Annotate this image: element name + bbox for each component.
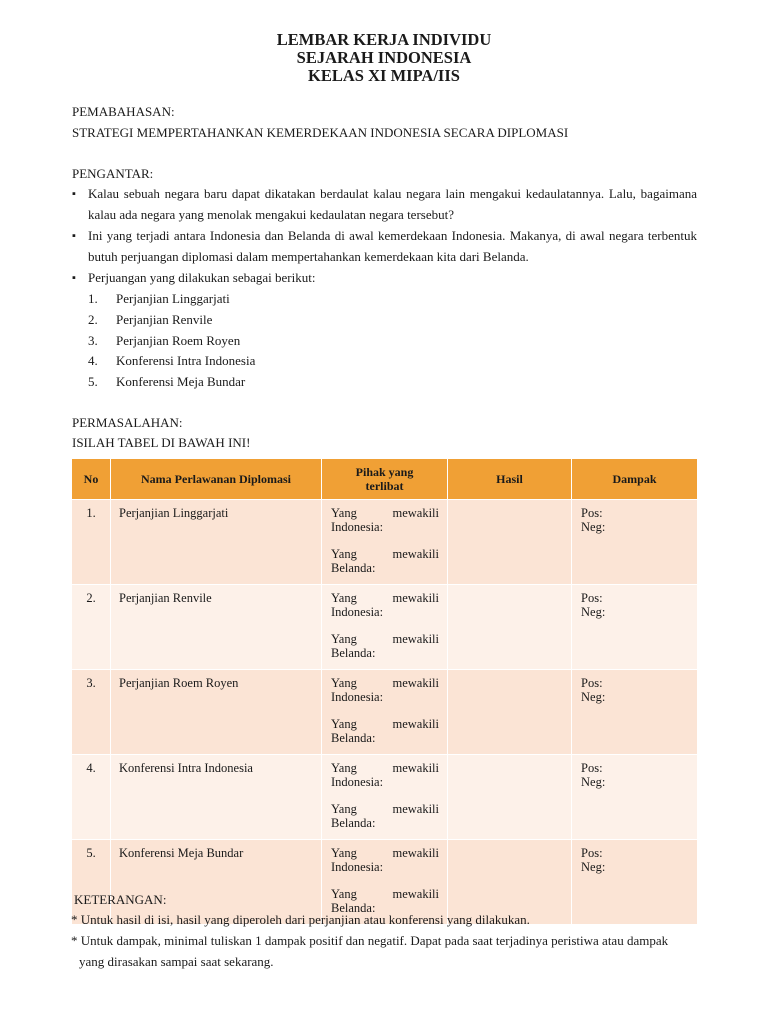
header-pihak-line2: terlibat (365, 479, 404, 493)
pihak-indonesia-field: Indonesia: (331, 519, 384, 534)
table-row (72, 500, 698, 585)
permasalahan-label: PERMASALAHAN: (72, 415, 183, 430)
cell-pihak[interactable] (322, 670, 448, 755)
pihak-belanda-field: Belanda: (331, 560, 376, 575)
pihak-indonesia-label: Yang mewakili (331, 591, 439, 605)
list-item: Perjanjian Roem Royen (116, 333, 241, 348)
pihak-belanda-label: Yang mewakili (331, 547, 439, 561)
bullet-icon: ▪ (72, 230, 76, 242)
list-item: Konferensi Meja Bundar (116, 374, 246, 389)
pihak-indonesia-field: Indonesia: (331, 604, 384, 619)
cell-no: 4. (72, 755, 111, 840)
bullet-icon: ▪ (72, 272, 76, 284)
cell-nama: Perjanjian Renvile (111, 585, 322, 670)
pihak-indonesia-label: Yang mewakili (331, 846, 439, 860)
keterangan-note-1: * Untuk hasil di isi, hasil yang diperoleh dari perjanjian atau konferensi yang dilakukan. (71, 912, 530, 927)
cell-hasil[interactable] (448, 500, 572, 585)
dampak-pos: Pos: (581, 761, 603, 775)
list-number: 3. (88, 333, 98, 348)
dampak-pos: Pos: (581, 676, 603, 690)
cell-hasil[interactable] (448, 585, 572, 670)
keterangan-label: KETERANGAN: (74, 892, 167, 907)
dampak-neg: Neg: (581, 519, 606, 534)
header-nama: Nama Perlawanan Diplomasi (111, 459, 322, 500)
pihak-indonesia-field: Indonesia: (331, 859, 384, 874)
header-pihak-line1: Pihak yang (355, 465, 414, 479)
cell-nama: Konferensi Meja Bundar (111, 840, 322, 925)
header-hasil: Hasil (448, 459, 572, 500)
list-number: 4. (88, 353, 98, 368)
list-number: 2. (88, 312, 98, 327)
header-dampak: Dampak (572, 459, 698, 500)
dampak-neg: Neg: (581, 604, 606, 619)
dampak-neg: Neg: (581, 774, 606, 789)
pihak-belanda-field: Belanda: (331, 900, 376, 915)
diplomacy-table (71, 458, 698, 925)
list-item: Perjanjian Linggarjati (116, 291, 230, 306)
dampak-pos: Pos: (581, 846, 603, 860)
cell-nama: Perjanjian Roem Royen (111, 670, 322, 755)
title-line-3: KELAS XI MIPA/IIS (308, 66, 460, 85)
title-line-2: SEJARAH INDONESIA (296, 48, 472, 67)
dampak-pos: Pos: (581, 591, 603, 605)
pembahasan-topic: STRATEGI MEMPERTAHANKAN KEMERDEKAAN INDONESIA SECARA DIPLOMASI (72, 125, 569, 140)
pihak-belanda-label: Yang mewakili (331, 802, 439, 816)
dampak-pos: Pos: (581, 506, 603, 520)
header-pihak (322, 459, 448, 500)
cell-pihak[interactable] (322, 585, 448, 670)
pengantar-label: PENGANTAR: (72, 166, 154, 181)
cell-dampak[interactable] (572, 840, 698, 925)
cell-dampak[interactable] (572, 500, 698, 585)
table-header-row (72, 459, 698, 500)
dampak-neg: Neg: (581, 689, 606, 704)
pengantar-paragraph-3: Perjuangan yang dilakukan sebagai berikut: (88, 270, 316, 285)
pihak-indonesia-field: Indonesia: (331, 774, 384, 789)
cell-no: 3. (72, 670, 111, 755)
list-number: 1. (88, 291, 98, 306)
permasalahan-instruction: ISILAH TABEL DI BAWAH INI! (72, 435, 251, 450)
pihak-indonesia-label: Yang mewakili (331, 676, 439, 690)
pembahasan-label: PEMABAHASAN: (72, 104, 175, 119)
dampak-neg: Neg: (581, 859, 606, 874)
cell-dampak[interactable] (572, 670, 698, 755)
cell-pihak[interactable] (322, 755, 448, 840)
pihak-belanda-label: Yang mewakili (331, 887, 439, 901)
cell-dampak[interactable] (572, 585, 698, 670)
pihak-indonesia-label: Yang mewakili (331, 506, 439, 520)
bullet-icon: ▪ (72, 188, 76, 200)
table-row (72, 585, 698, 670)
cell-dampak[interactable] (572, 755, 698, 840)
cell-nama: Perjanjian Linggarjati (111, 500, 322, 585)
list-item: Perjanjian Renvile (116, 312, 213, 327)
pihak-belanda-field: Belanda: (331, 645, 376, 660)
cell-no: 5. (72, 840, 111, 925)
keterangan-note-2: * Untuk dampak, minimal tuliskan 1 dampak positif dan negatif. Dapat pada saat terjadinya peristiwa atau dampak (71, 933, 669, 948)
pengantar-paragraph-1: Kalau sebuah negara baru dapat dikatakan berdaulat kalau negara lain mengakui kedaulatannya. Lalu, bagaimana kalau ada negara yang menolak mengakui kedaulatan negara tersebut? (88, 186, 697, 222)
cell-hasil[interactable] (448, 755, 572, 840)
table-row (72, 670, 698, 755)
cell-no: 1. (72, 500, 111, 585)
header-no: No (72, 459, 111, 500)
pihak-indonesia-field: Indonesia: (331, 689, 384, 704)
pengantar-paragraph-2: Ini yang terjadi antara Indonesia dan Belanda di awal kemerdekaan Indonesia. Makanya, di awal negara terbentuk butuh perjuangan diplomasi dalam mempertahankan kemerdekaan kita dari Belanda. (88, 228, 697, 264)
list-number: 5. (88, 374, 98, 389)
list-item: Konferensi Intra Indonesia (116, 353, 256, 368)
table-row (72, 755, 698, 840)
cell-nama: Konferensi Intra Indonesia (111, 755, 322, 840)
pihak-belanda-field: Belanda: (331, 730, 376, 745)
pihak-belanda-field: Belanda: (331, 815, 376, 830)
pihak-belanda-label: Yang mewakili (331, 717, 439, 731)
cell-pihak[interactable] (322, 500, 448, 585)
pihak-belanda-label: Yang mewakili (331, 632, 439, 646)
pihak-indonesia-label: Yang mewakili (331, 761, 439, 775)
cell-no: 2. (72, 585, 111, 670)
title-line-1: LEMBAR KERJA INDIVIDU (276, 30, 492, 49)
keterangan-note-2-cont: yang dirasakan sampai saat sekarang. (79, 954, 274, 969)
cell-hasil[interactable] (448, 670, 572, 755)
